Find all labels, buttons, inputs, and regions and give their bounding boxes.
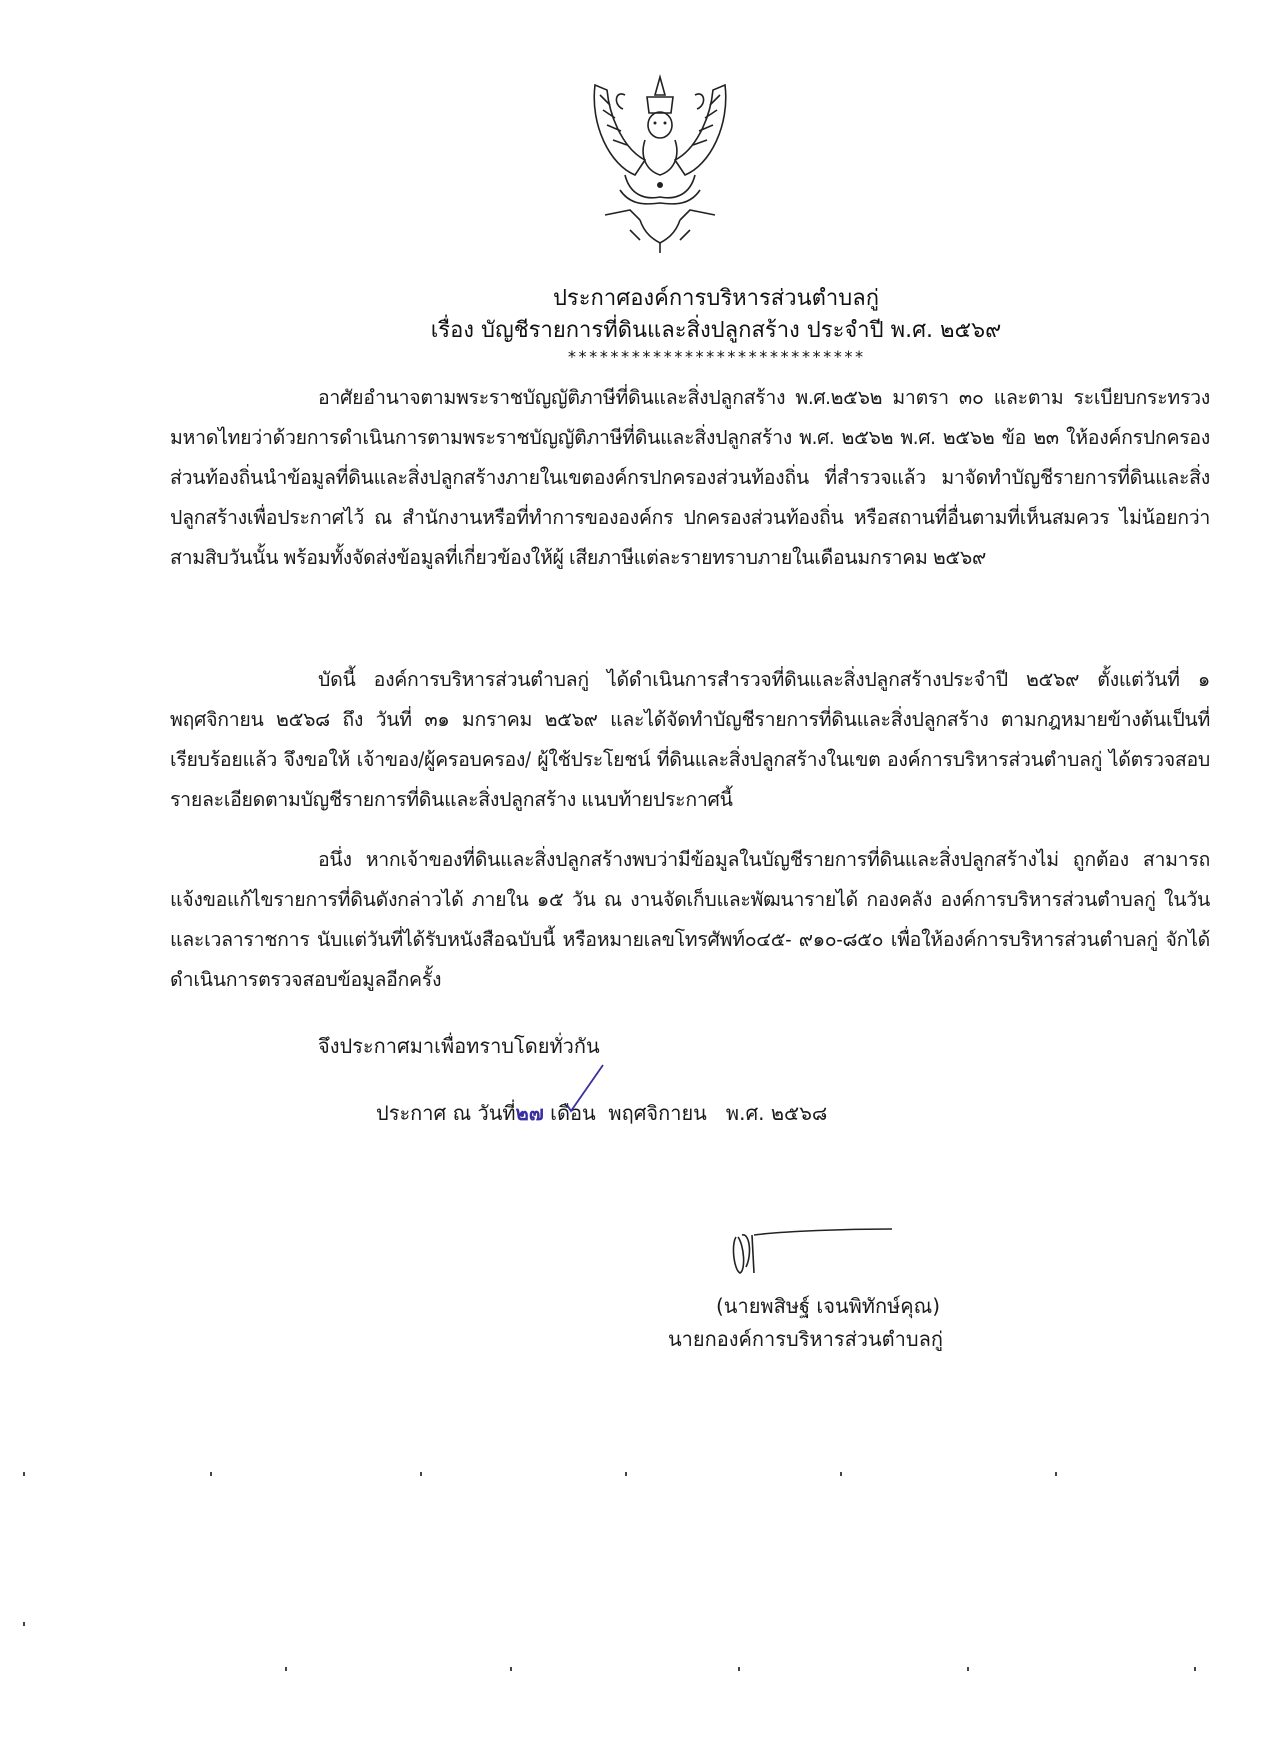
closing-statement: จึงประกาศมาเพื่อทราบโดยทั่วกัน	[318, 1034, 600, 1058]
scan-speck	[420, 1472, 422, 1476]
paragraph-survey-completed	[170, 660, 1210, 820]
paragraph-text: อนึ่ง หากเจ้าของที่ดินและสิ่งปลูกสร้างพบว่ามีข้อมูลในบัญชีรายการที่ดินและสิ่งปลูกสร้างไม่ ถูกต้อง สามารถแจ้งขอแก้ไขรายการที่ดินดังกล่าวได้ ภายใน ๑๕ วัน ณ งานจัดเก็บและพัฒนารายได้ กองคลัง องค์การบริหารส่วนตำบลกู่ ในวันและเวลาราชการ นับแต่วันที่ได้รับหนังสือฉบับนี้ หรือหมายเลขโทรศัพท์๐๔๕- ๙๑๐-๘๕๐ เพื่อให้องค์การบริหารส่วนตำบลกู่ จักได้ดำเนินการตรวจสอบข้อมูลอีกครั้ง	[170, 848, 1210, 991]
month-label: เดือน	[550, 1101, 596, 1125]
garuda-emblem-icon	[585, 65, 735, 255]
scan-speck	[625, 1472, 627, 1476]
signatory-name: (นายพสิษฐ์ เจนพิทักษ์คุณ)	[716, 1294, 941, 1318]
signatory-position: นายกองค์การบริหารส่วนตำบลกู่	[668, 1327, 943, 1351]
scan-speck	[23, 1622, 25, 1626]
scan-speck	[1194, 1667, 1196, 1671]
scan-speck	[285, 1667, 287, 1671]
year-value: ๒๕๖๘	[770, 1101, 828, 1125]
month-value: พฤศจิกายน	[608, 1101, 707, 1125]
paragraph-text: บัดนี้ องค์การบริหารส่วนตำบลกู่ ได้ดำเนินการสำรวจที่ดินและสิ่งปลูกสร้างประจำปี ๒๕๖๙ ตั้งแต่วันที่ ๑ พฤศจิกายน ๒๕๖๘ ถึง วันที่ ๓๑ มกราคม ๒๕๖๙ และได้จัดทำบัญชีรายการที่ดินและสิ่งปลูกสร้าง ตามกฎหมายข้างต้นเป็นที่เรียบร้อยแล้ว จึงขอให้ เจ้าของ/ผู้ครอบครอง/ ผู้ใช้ประโยชน์ ที่ดินและสิ่งปลูกสร้างในเขต องค์การบริหารส่วนตำบลกู่ ได้ตรวจสอบรายละเอียดตามบัญชีรายการที่ดินและสิ่งปลูกสร้าง แนบท้ายประกาศนี้	[170, 668, 1210, 811]
date-prefix: ประกาศ ณ วันที่	[376, 1101, 516, 1125]
heading-separator: ****************************	[567, 347, 865, 366]
paragraph-text: อาศัยอำนาจตามพระราชบัญญัติภาษีที่ดินและสิ่งปลูกสร้าง พ.ศ.๒๕๖๒ มาตรา ๓๐ และตาม ระเบียบกระทรวงมหาดไทยว่าด้วยการดำเนินการตามพระราชบัญญัติภาษีที่ดินและสิ่งปลูกสร้าง พ.ศ. ๒๕๖๒ พ.ศ. ๒๕๖๒ ข้อ ๒๓ ให้องค์กรปกครองส่วนท้องถิ่นนำข้อมูลที่ดินและสิ่งปลูกสร้างภายในเขตองค์กรปกครองส่วนท้องถิ่น ที่สำรวจแล้ว มาจัดทำบัญชีรายการที่ดินและสิ่งปลูกสร้างเพื่อประกาศไว้ ณ สำนักงานหรือที่ทำการขององค์กร ปกครองส่วนท้องถิ่น หรือสถานที่อื่นตามที่เห็นสมควร ไม่น้อยกว่าสามสิบวันนั้น พร้อมทั้งจัดส่งข้อมูลที่เกี่ยวข้องให้ผู้ เสียภาษีแต่ละรายทราบภายในเดือนมกราคม ๒๕๖๙	[170, 386, 1210, 569]
paragraph-legal-basis	[170, 378, 1210, 578]
scan-speck	[967, 1667, 969, 1671]
paragraph-correction-notice	[170, 840, 1210, 1000]
scan-speck	[738, 1667, 740, 1671]
scan-speck	[1055, 1472, 1057, 1476]
scan-speck	[210, 1472, 212, 1476]
announcement-subject: เรื่อง บัญชีรายการที่ดินและสิ่งปลูกสร้าง ประจำปี พ.ศ. ๒๕๖๙	[430, 318, 1002, 343]
handwritten-day: ๒๗	[515, 1101, 544, 1125]
handwritten-check-stroke-icon	[565, 1063, 605, 1113]
scan-speck	[840, 1472, 842, 1476]
announcement-heading: ประกาศองค์การบริหารส่วนตำบลกู่	[552, 286, 880, 311]
year-label: พ.ศ.	[725, 1101, 765, 1125]
signature-icon	[726, 1225, 896, 1275]
scan-speck	[510, 1667, 512, 1671]
scan-speck	[23, 1472, 25, 1476]
